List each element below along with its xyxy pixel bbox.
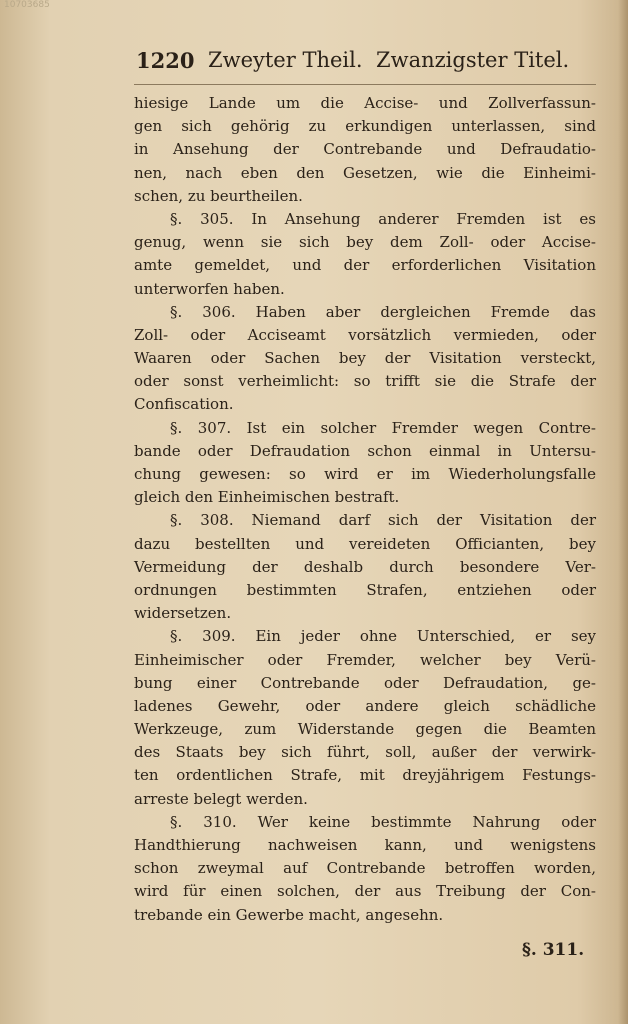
text-line: amte gemeldet, und der erforderlichen Visitation: [134, 256, 596, 275]
text-line: schen, zu beurtheilen.: [134, 186, 303, 205]
text-line: hiesige Lande um die Accise- und Zollverfassun-: [134, 94, 596, 112]
text-line: Waaren oder Sachen bey der Visitation versteckt,: [134, 349, 596, 368]
running-header: [136, 48, 596, 82]
text-line: Werkzeuge, zum Widerstande gegen die Beamten: [134, 720, 596, 739]
part-title: Zweyter Theil.: [208, 48, 363, 72]
page-edge-shadow: [618, 0, 628, 1024]
text-line: dazu bestellten und vereideten Officianten, bey: [134, 534, 596, 553]
text-line: §. 305. In Ansehung anderer Fremden ist es: [170, 209, 596, 228]
text-line: nen, nach eben den Gesetzen, wie die Einheimi-: [134, 163, 596, 182]
text-line: §. 307. Ist ein solcher Fremder wegen Contre-: [170, 418, 596, 437]
text-line: schon zweymal auf Contrebande betroffen worden,: [134, 859, 596, 878]
text-line: gen sich gehörig zu erkundigen unterlassen, sind: [134, 117, 596, 136]
text-line: in Ansehung der Contrebande und Defraudatio-: [134, 140, 596, 159]
text-line: chung gewesen: so wird er im Wiederholungsfalle: [134, 465, 596, 483]
text-line: Vermeidung der deshalb durch besondere Ver-: [134, 557, 596, 576]
text-line: §. 306. Haben aber dergleichen Fremde das: [170, 302, 596, 321]
text-line: widersetzen.: [134, 604, 232, 623]
text-line: §. 309. Ein jeder ohne Unterschied, er sey: [170, 627, 596, 646]
text-line: arreste belegt werden.: [134, 789, 308, 808]
text-line: ordnungen bestimmten Strafen, entziehen oder: [134, 580, 596, 599]
text-line: Handthierung nachweisen kann, und wenigstens: [134, 836, 596, 854]
text-line: Zoll- oder Acciseamt vorsätzlich vermieden, oder: [134, 325, 596, 344]
header-rule: [134, 84, 596, 85]
body-text: [134, 92, 596, 927]
text-line: wird für einen solchen, der aus Treibung der Con-: [134, 882, 596, 901]
text-line: genug, wenn sie sich bey dem Zoll- oder Accise-: [134, 233, 596, 252]
text-line: Einheimischer oder Fremder, welcher bey Verü-: [134, 650, 596, 669]
text-line: oder sonst verheimlicht: so trifft sie die Strafe der: [134, 372, 596, 391]
text-line: ladenes Gewehr, oder andere gleich schädliche: [134, 696, 596, 715]
text-line: §. 308. Niemand darf sich der Visitation der: [170, 511, 596, 530]
text-line: §. 310. Wer keine bestimmte Nahrung oder: [170, 812, 596, 831]
catchword: §. 311.: [522, 940, 585, 960]
text-line: des Staats bey sich führt, soll, außer der verwirk-: [134, 743, 596, 762]
text-line: bung einer Contrebande oder Defraudation, ge-: [134, 673, 596, 692]
text-line: Confiscation.: [134, 395, 234, 414]
text-line: unterworfen haben.: [134, 279, 285, 298]
scan-id-label: 10703685: [4, 0, 50, 10]
section-title: Zwanzigster Titel.: [376, 48, 570, 72]
text-line: bande oder Defraudation schon einmal in Untersu-: [134, 441, 596, 460]
page-number: 1220: [136, 48, 195, 73]
text-line: trebande ein Gewerbe macht, angesehn.: [134, 905, 444, 924]
text-line: gleich den Einheimischen bestraft.: [134, 488, 400, 507]
text-line: ten ordentlichen Strafe, mit dreyjährigem Festungs-: [134, 766, 596, 785]
